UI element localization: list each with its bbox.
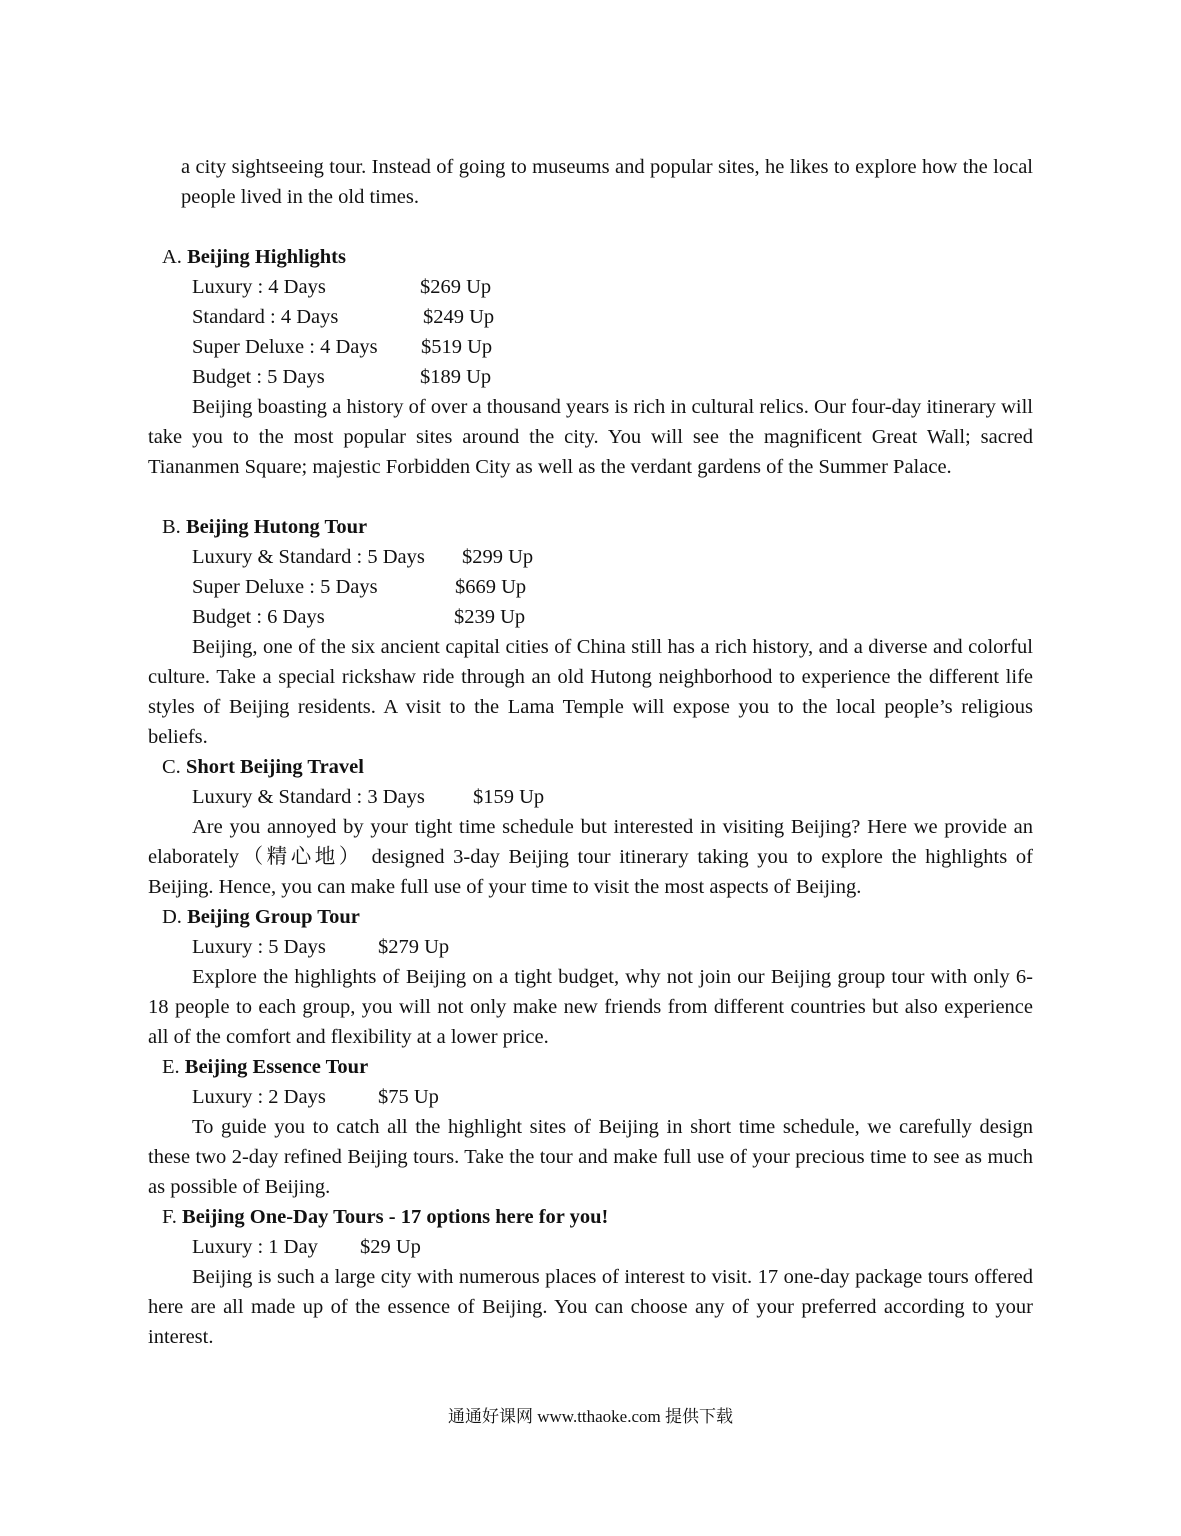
price-row <box>192 332 492 362</box>
tour-title: Beijing Hutong Tour <box>185 516 368 538</box>
tour-heading-d <box>162 902 360 932</box>
tour-heading-b <box>162 512 367 542</box>
tour-heading-a <box>162 242 346 272</box>
tour-description: Beijing is such a large city with numerous places of interest to visit. 17 one-day package tours offered here are all made up of the essence of Beijing. You can choose any of your preferred according to your interest. <box>148 1266 1033 1348</box>
tour-letter: F. <box>162 1206 177 1228</box>
tour-letter: C. <box>162 756 181 778</box>
tour-description: Explore the highlights of Beijing on a tight budget, why not join our Beijing group tour with only 6-18 people to each group, you will not only make new friends from different countries but also experience all of the comfort and flexibility at a lower price. <box>148 966 1033 1048</box>
tour-title: Short Beijing Travel <box>185 756 364 778</box>
price-row <box>192 782 544 812</box>
tour-description: Beijing, one of the six ancient capital cities of China still has a rich history, and a diverse and colorful culture. Take a special rickshaw ride through an old Hutong neighborhood to experience the different life styles of Beijing residents. A visit to the Lama Temple will expose you to the local people’s religious beliefs. <box>148 636 1033 748</box>
price-value: $159 Up <box>473 786 545 808</box>
tour-title: Beijing Group Tour <box>187 906 360 928</box>
tour-description: Beijing boasting a history of over a thousand years is rich in cultural relics. Our four-day itinerary will take you to the most popular sites around the city. You will see the magnificent Great Wall; sacred Tiananmen Square; majestic Forbidden City as well as the verdant gardens of the Summer Palace. <box>148 396 1033 478</box>
tour-description: To guide you to catch all the highlight sites of Beijing in short time schedule, we carefully design these two 2-day refined Beijing tours. Take the tour and make full use of your precious time to see as much as possible of Beijing. <box>148 1116 1033 1198</box>
tour-letter: D. <box>162 906 182 928</box>
price-value: $249 Up <box>423 306 495 328</box>
price-label: Standard : 4 Days <box>192 306 339 328</box>
page-footer: 通通好课网 www.tthaoke.com 提供下载 <box>447 1407 734 1426</box>
price-value: $669 Up <box>455 576 527 598</box>
price-row <box>192 1232 421 1262</box>
price-row <box>192 1082 439 1112</box>
price-label: Budget : 6 Days <box>192 606 325 628</box>
price-value: $75 Up <box>378 1086 439 1108</box>
price-row <box>192 572 526 602</box>
price-label: Super Deluxe : 5 Days <box>192 576 378 598</box>
price-label: Luxury & Standard : 3 Days <box>192 786 425 808</box>
price-row <box>192 362 491 392</box>
tour-title: Beijing Essence Tour <box>184 1056 369 1078</box>
price-label: Luxury & Standard : 5 Days <box>192 546 425 568</box>
tour-title: Beijing Highlights <box>187 246 346 268</box>
price-label: Luxury : 5 Days <box>192 936 326 958</box>
price-label: Luxury : 1 Day <box>192 1236 318 1258</box>
price-label: Super Deluxe : 4 Days <box>192 336 378 358</box>
intro-paragraph: a city sightseeing tour. Instead of going to museums and popular sites, he likes to explore how the local people lived in the old times. <box>181 156 1033 208</box>
tour-title: Beijing One-Day Tours - 17 options here for you! <box>182 1206 609 1228</box>
price-value: $279 Up <box>378 936 450 958</box>
tour-letter: A. <box>162 246 182 268</box>
tour-heading-e <box>162 1052 368 1082</box>
price-row <box>192 302 494 332</box>
price-value: $269 Up <box>420 276 492 298</box>
price-value: $189 Up <box>420 366 492 388</box>
price-value: $239 Up <box>454 606 526 628</box>
price-label: Luxury : 2 Days <box>192 1086 326 1108</box>
price-value: $299 Up <box>462 546 534 568</box>
tour-description: Are you annoyed by your tight time schedule but interested in visiting Beijing? Here we provide an elaborately（精心地） designed 3-day Beijing tour itinerary taking you to explore the highlights of Beijing. Hence, you can make full use of your time to visit the most aspects of Beijing. <box>148 816 1033 898</box>
price-row <box>192 932 449 962</box>
price-label: Budget : 5 Days <box>192 366 325 388</box>
tour-heading-c <box>162 752 364 782</box>
tour-letter: E. <box>162 1056 180 1078</box>
price-row <box>192 542 533 572</box>
tour-letter: B. <box>162 516 181 538</box>
price-value: $519 Up <box>421 336 493 358</box>
price-row <box>192 602 525 632</box>
price-label: Luxury : 4 Days <box>192 276 326 298</box>
price-value: $29 Up <box>360 1236 421 1258</box>
tour-heading-f <box>162 1202 608 1232</box>
price-row <box>192 272 491 302</box>
